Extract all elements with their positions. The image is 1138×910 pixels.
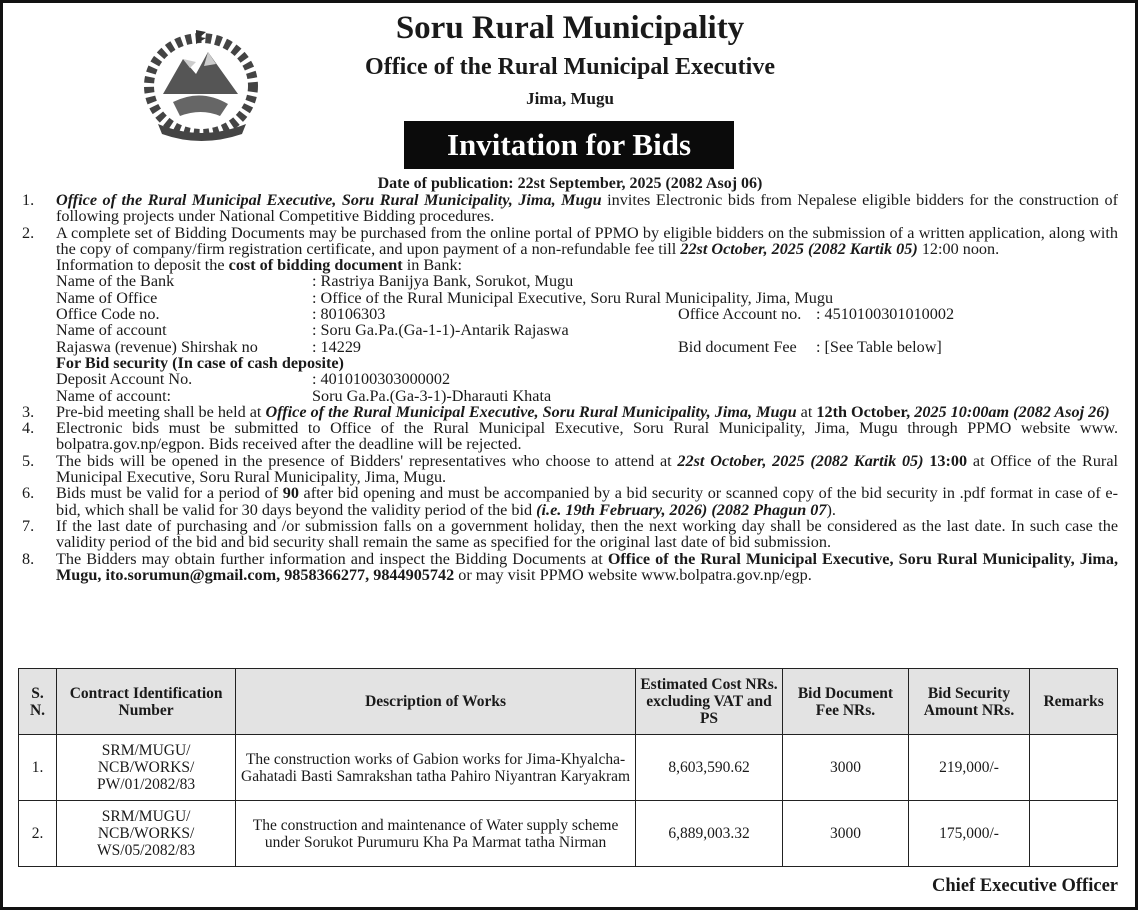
- numbered-clause: 7. If the last date of purchasing and /or submission falls on a government holiday, then the next working day shall be considered as the last date. In such case the validity period of the bid and bid security shall remain the same as specified for the original last date of bid submission.: [22, 516, 1118, 552]
- column-header: Bid Document Fee NRs.: [783, 669, 909, 735]
- bank-info-intro: Information to deposit the cost of bidding document in Bank:: [56, 256, 463, 275]
- clause-number: 8.: [22, 549, 35, 568]
- municipality-title: Soru Rural Municipality: [395, 10, 745, 46]
- bids-table: [18, 668, 1118, 867]
- column-header: S. N.: [19, 669, 57, 735]
- numbered-clause: 3. Pre-bid meeting shall be held at Office of the Rural Municipal Executive, Soru Rural Municipality, Jima, Mugu at 12th October, 2025 10:00am (2082 Asoj 26): [22, 402, 1110, 421]
- bank-info: [22, 257, 1118, 404]
- numbered-clause: 5. The bids will be opened in the presence of Bidders' representatives who choose to attend at 22st October, 2025 (2082 Kartik 05) 13:00 at Office of the Rural Municipal Executive, Soru Rural Municipality, Jima, Mugu.: [22, 451, 1118, 487]
- info-row: Rajaswa (revenue) Shirshak no : 14229 Bid document Fee : [See Table below]: [56, 337, 942, 356]
- table-cell: [1030, 801, 1118, 867]
- numbered-clause: 4. Electronic bids must be submitted to Office of the Rural Municipal Executive, Soru Rural Municipality, Jima, Mugu through PPMO website www. bolpatra.gov.np/egpon. Bids received after the deadline will be rejected.: [22, 419, 1118, 454]
- info-row: Name of Office : Office of the Rural Municipal Executive, Soru Rural Municipality, Jima, Mugu: [56, 288, 834, 307]
- column-header: Description of Works: [236, 669, 636, 735]
- table-cell: 3000: [783, 801, 909, 867]
- column-header: Contract Identification Number: [57, 669, 236, 735]
- bid-security-heading: For Bid security (In case of cash deposite): [56, 353, 344, 372]
- info-row: Deposit Account No. : 4010100303000002: [56, 370, 451, 389]
- clause-number: 2.: [22, 223, 35, 242]
- info-row: Name of account: Soru Ga.Pa.(Ga-3-1)-Dharauti Khata: [56, 386, 552, 405]
- table-cell: 1.: [19, 735, 57, 801]
- table-cell: [1030, 735, 1118, 801]
- table-cell: The construction and maintenance of Water supply scheme under Sorukot Purumuru Kha Pa Marmat tatha Nirman: [236, 801, 636, 867]
- table-cell: The construction works of Gabion works for Jima-Khyalcha-Gahatadi Basti Samrakshan tatha Pahiro Niyantran Karyakram: [236, 735, 636, 801]
- clause-number: 4.: [22, 419, 35, 438]
- info-row: Name of the Bank : Rastriya Banijya Bank, Sorukot, Mugu: [56, 272, 574, 291]
- numbered-clause: 6. Bids must be valid for a period of 90 after bid opening and must be accompanied by a bid security or scanned copy of the bid security in .pdf format in case of e-bid, which shall be valid for 30 days beyond the validity period of the bid (i.e. 19th February, 2026) (2082 Phagun 07).: [22, 484, 1118, 519]
- invitation-banner: Invitation for Bids: [404, 121, 734, 169]
- column-header: Bid Security Amount NRs.: [908, 669, 1029, 735]
- numbered-clause: 1. Office of the Rural Municipal Executive, Soru Rural Municipality, Jima, Mugu invites Electronic bids from Nepalese eligible bidders for the construction of following projects under National Competitive Bidding procedures.: [22, 191, 1118, 226]
- table-cell: 2.: [19, 801, 57, 867]
- table-row: [19, 735, 1118, 801]
- info-row: Name of account : Soru Ga.Pa.(Ga-1-1)-Antarik Rajaswa: [56, 321, 569, 340]
- table-cell: 8,603,590.62: [635, 735, 782, 801]
- publication-date: Date of publication: 22st September, 2025 (2082 Asoj 06): [377, 175, 763, 192]
- clause-number: 3.: [22, 402, 35, 421]
- clause-number: 5.: [22, 451, 35, 470]
- office-title: Office of the Rural Municipal Executive: [365, 54, 775, 80]
- column-header: Remarks: [1030, 669, 1118, 735]
- table-cell: 6,889,003.32: [635, 801, 782, 867]
- clause-number: 7.: [22, 516, 35, 535]
- clause-number: 1.: [22, 191, 35, 209]
- table-cell: SRM/MUGU/ NCB/WORKS/ PW/01/2082/83: [57, 735, 236, 801]
- table-cell: 175,000/-: [908, 801, 1029, 867]
- column-header: Estimated Cost NRs. excluding VAT and PS: [635, 669, 782, 735]
- notice-body: [22, 192, 1118, 583]
- numbered-clause: 8. The Bidders may obtain further information and inspect the Bidding Documents at Office of the Rural Municipal Executive, Soru Rural Municipality, Jima, Mugu, ito.sorumun@gmail.com, 9858366277, 9844905742 or may visit PPMO website www.bolpatra.gov.np/egp.: [22, 549, 1118, 584]
- table-cell: 219,000/-: [908, 735, 1029, 801]
- nepal-emblem-icon: [128, 24, 274, 144]
- clause-number: 6.: [22, 484, 35, 503]
- location: Jima, Mugu: [526, 89, 614, 108]
- signature: Chief Executive Officer: [932, 876, 1118, 896]
- table-cell: SRM/MUGU/ NCB/WORKS/ WS/05/2082/83: [57, 801, 236, 867]
- info-row: Office Code no. : 80106303 Office Account no. : 4510100301010002: [56, 305, 955, 324]
- table-row: [19, 801, 1118, 867]
- numbered-clause: 2. A complete set of Bidding Documents may be purchased from the online portal of PPMO by eligible bidders on the submission of a written application, along with the copy of company/firm registration certificate, and upon payment of a non-refundable fee till 22st October, 2025 (2082 Kartik 05) 12:00 noon.: [22, 223, 1118, 258]
- table-cell: 3000: [783, 735, 909, 801]
